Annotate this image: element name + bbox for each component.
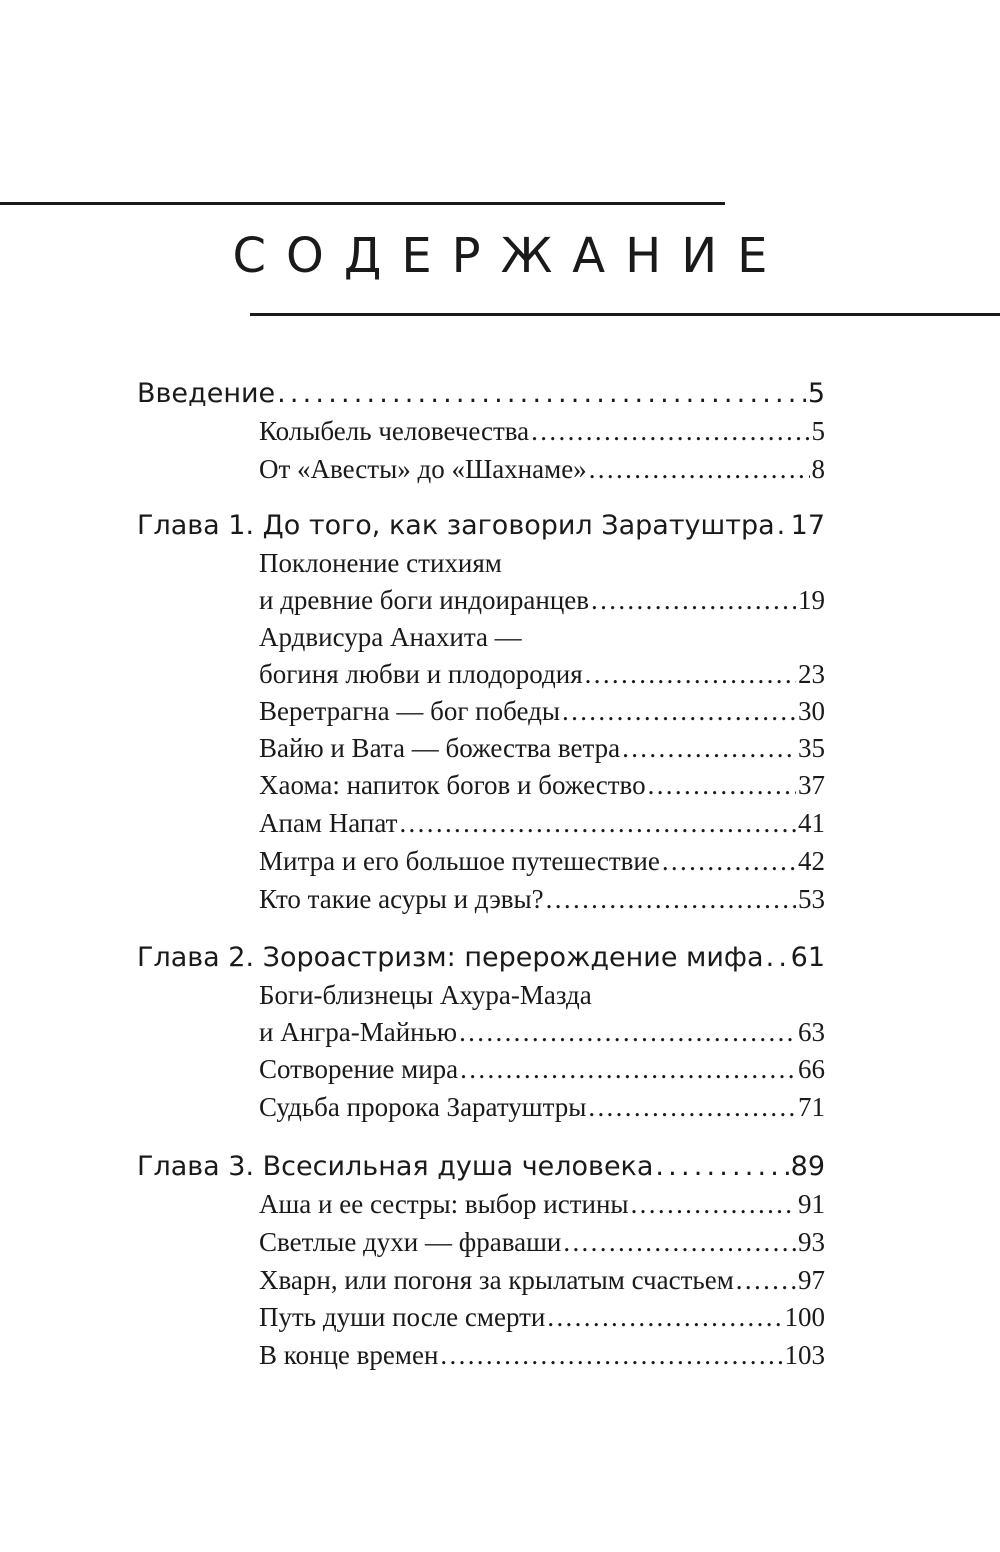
toc-entry[interactable] [259, 808, 825, 839]
toc-entry-introduction[interactable] [137, 378, 825, 409]
entry-label: Вайю и Вата — божества ветра [259, 733, 621, 763]
dot-leader [589, 454, 810, 481]
entry-label: Митра и его большое путешествие [259, 846, 660, 876]
toc-entry[interactable] [259, 585, 825, 616]
entry-label: Судьба пророка Заратуштры [259, 1092, 587, 1122]
entry-page: 63 [798, 1017, 825, 1047]
entry-label: и древние боги индоиранцев [259, 585, 590, 615]
dot-leader [440, 1340, 782, 1367]
dot-leader [277, 378, 806, 405]
entry-page: 61 [790, 942, 825, 973]
entry-page: 5 [807, 378, 825, 409]
entry-label: и Ангра-Майнью [259, 1017, 458, 1047]
dot-leader [547, 1302, 782, 1329]
toc-entry[interactable] [259, 416, 825, 447]
entry-page: 19 [798, 585, 825, 615]
entry-label: Хаома: напиток богов и божество [259, 770, 646, 800]
toc-entry[interactable] [259, 884, 825, 915]
toc-entry[interactable] [259, 1092, 825, 1123]
dot-leader [399, 808, 796, 835]
entry-page: 53 [798, 884, 825, 914]
toc-entry[interactable] [259, 1054, 825, 1085]
entry-page: 93 [798, 1227, 825, 1257]
entry-page: 30 [798, 696, 825, 726]
entry-page: 97 [798, 1265, 825, 1295]
entry-page: 35 [798, 733, 825, 763]
toc-entry[interactable] [259, 1017, 825, 1048]
entry-label: Глава 2. Зороастризм: перерождение мифа [137, 942, 764, 973]
dot-leader [563, 1227, 796, 1254]
entry-label: Колыбель человечества [259, 416, 530, 446]
entry-label-line1: Поклонение стихиям [259, 548, 502, 578]
entry-label: богиня любви и плодородия [259, 659, 583, 689]
entry-label: Веретрагна — бог победы [259, 696, 560, 726]
toc-entry[interactable] [259, 733, 825, 764]
entry-label: Глава 1. До того, как заговорил Заратуштра [137, 510, 775, 541]
entry-page: 8 [811, 454, 825, 484]
entry-page: 41 [798, 808, 825, 838]
entry-page: 100 [784, 1302, 825, 1332]
entry-label: От «Авесты» до «Шахнаме» [259, 454, 587, 484]
dot-leader [546, 884, 796, 911]
toc-entry[interactable] [259, 1340, 825, 1371]
dot-leader [585, 659, 796, 686]
toc-entry[interactable] [259, 454, 825, 485]
toc-entry[interactable] [259, 1265, 825, 1296]
toc-entry[interactable] [259, 696, 825, 727]
dot-leader [766, 942, 789, 969]
toc-entry-chapter-1[interactable] [137, 510, 825, 541]
dot-leader [648, 770, 796, 797]
entry-label: Введение [137, 378, 276, 409]
entry-page: 89 [790, 1151, 825, 1182]
dot-leader [459, 1017, 796, 1044]
dot-leader [562, 696, 796, 723]
entry-label: Аша и ее сестры: выбор истины [259, 1189, 629, 1219]
dot-leader [631, 1189, 796, 1216]
entry-label: Апам Напат [259, 808, 398, 838]
top-rule [0, 202, 725, 205]
dot-leader [591, 585, 796, 612]
toc-entry[interactable] [259, 1302, 825, 1333]
toc-entry[interactable] [259, 659, 825, 690]
toc-entry-chapter-3[interactable] [137, 1151, 825, 1182]
entry-label: Светлые духи — фраваши [259, 1227, 562, 1257]
toc-entry[interactable] [259, 1227, 825, 1258]
entry-page: 66 [798, 1054, 825, 1084]
entry-page: 42 [798, 846, 825, 876]
toc-entry[interactable] [259, 1189, 825, 1220]
entry-label: Хварн, или погоня за крылатым счастьем [259, 1265, 734, 1295]
entry-label-line1: Ардвисура Анахита — [259, 622, 522, 652]
page-title: СОДЕРЖАНИЕ [232, 228, 788, 284]
bottom-rule [250, 313, 1000, 316]
entry-page: 17 [790, 510, 825, 541]
entry-label: Глава 3. Всесильная душа человека [137, 1151, 654, 1182]
dot-leader [588, 1092, 796, 1119]
entry-page: 37 [798, 770, 825, 800]
dot-leader [531, 416, 809, 443]
dot-leader [777, 510, 789, 537]
entry-label: В конце времен [259, 1340, 439, 1370]
entry-label: Кто такие асуры и дэвы? [259, 884, 544, 914]
toc-entry[interactable] [259, 770, 825, 801]
dot-leader [622, 733, 796, 760]
entry-page: 71 [798, 1092, 825, 1122]
entry-page: 23 [798, 659, 825, 689]
entry-page: 91 [798, 1189, 825, 1219]
entry-label-line1: Боги-близнецы Ахура-Мазда [259, 980, 592, 1010]
entry-page: 103 [784, 1340, 825, 1370]
toc-entry[interactable] [259, 846, 825, 877]
entry-page: 5 [811, 416, 825, 446]
dot-leader [736, 1265, 796, 1292]
entry-label: Путь души после смерти [259, 1302, 546, 1332]
toc-entry-chapter-2[interactable] [137, 942, 825, 973]
entry-label: Сотворение мира [259, 1054, 459, 1084]
dot-leader [460, 1054, 796, 1081]
dot-leader [662, 846, 796, 873]
dot-leader [655, 1151, 788, 1178]
